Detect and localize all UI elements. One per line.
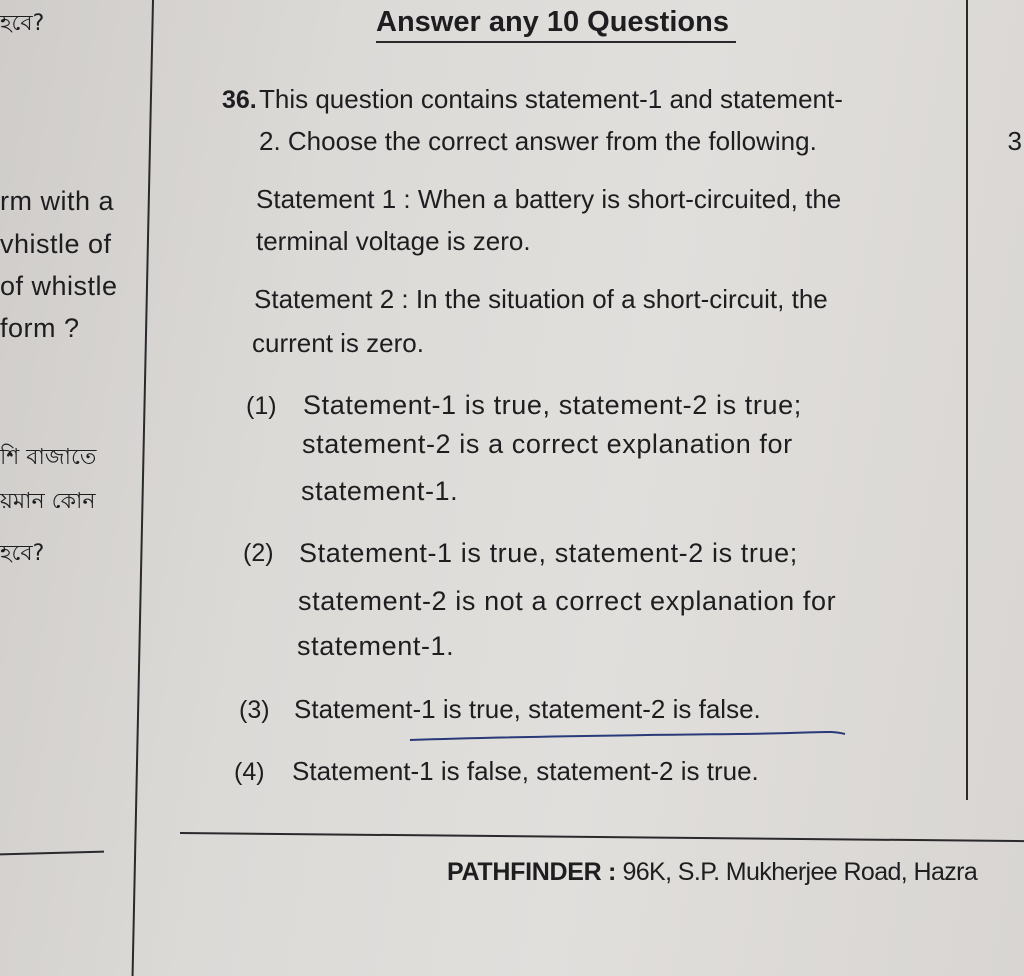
option-1-line: Statement-1 is true, statement-2 is true; — [303, 390, 802, 420]
right-column-rule — [966, 0, 968, 800]
left-fragment-line: হবে? — [0, 11, 45, 36]
left-fragment-line: শি বাজাতে — [0, 445, 97, 470]
statement-1-line: Statement 1 : When a battery is short-circuited, the — [256, 184, 842, 214]
heading-underline — [376, 41, 736, 43]
publisher-address: 96K, S.P. Mukherjee Road, Hazra — [622, 858, 978, 886]
question-number: 36. — [222, 86, 257, 114]
option-4-line: Statement-1 is false, statement-2 is true. — [292, 756, 759, 786]
statement-2-line: current is zero. — [252, 328, 424, 358]
pen-underline-mark — [408, 724, 848, 748]
footer-publisher-line — [447, 858, 977, 887]
option-2-number: (2) — [243, 539, 274, 567]
footer-rule — [180, 832, 1024, 842]
left-fragment-line: of whistle — [0, 271, 118, 301]
left-fragment-line: rm with a — [0, 186, 115, 216]
option-2-line: statement-2 is not a correct explanation for — [298, 586, 837, 616]
option-1-line: statement-1. — [301, 476, 459, 506]
right-edge-mark: 3 — [1007, 126, 1022, 156]
option-1-line: statement-2 is a correct explanation for — [302, 429, 793, 459]
left-column-rule — [132, 0, 154, 976]
question-intro-line: 2. Choose the correct answer from the following. — [259, 126, 817, 156]
statement-2-line: Statement 2 : In the situation of a short-circuit, the — [254, 284, 828, 314]
statement-1-line: terminal voltage is zero. — [256, 226, 531, 256]
left-fragment-line: form ? — [0, 313, 80, 343]
left-fragment-line: য়মান কোন — [0, 489, 96, 514]
option-3-number: (3) — [239, 696, 270, 724]
publisher-name: PATHFINDER : — [447, 858, 617, 886]
option-3-line: Statement-1 is true, statement-2 is false. — [294, 694, 761, 724]
option-4-number: (4) — [234, 758, 265, 786]
left-column-short-rule — [0, 851, 104, 856]
left-fragment-line: হবে? — [0, 541, 45, 566]
section-heading: Answer any 10 Questions — [376, 6, 729, 38]
left-fragment-line: vhistle of — [0, 229, 112, 259]
option-2-line: Statement-1 is true, statement-2 is true; — [299, 538, 798, 568]
option-2-line: statement-1. — [297, 631, 455, 661]
question-intro-line: This question contains statement-1 and statement- — [259, 84, 843, 114]
option-1-number: (1) — [246, 392, 277, 420]
